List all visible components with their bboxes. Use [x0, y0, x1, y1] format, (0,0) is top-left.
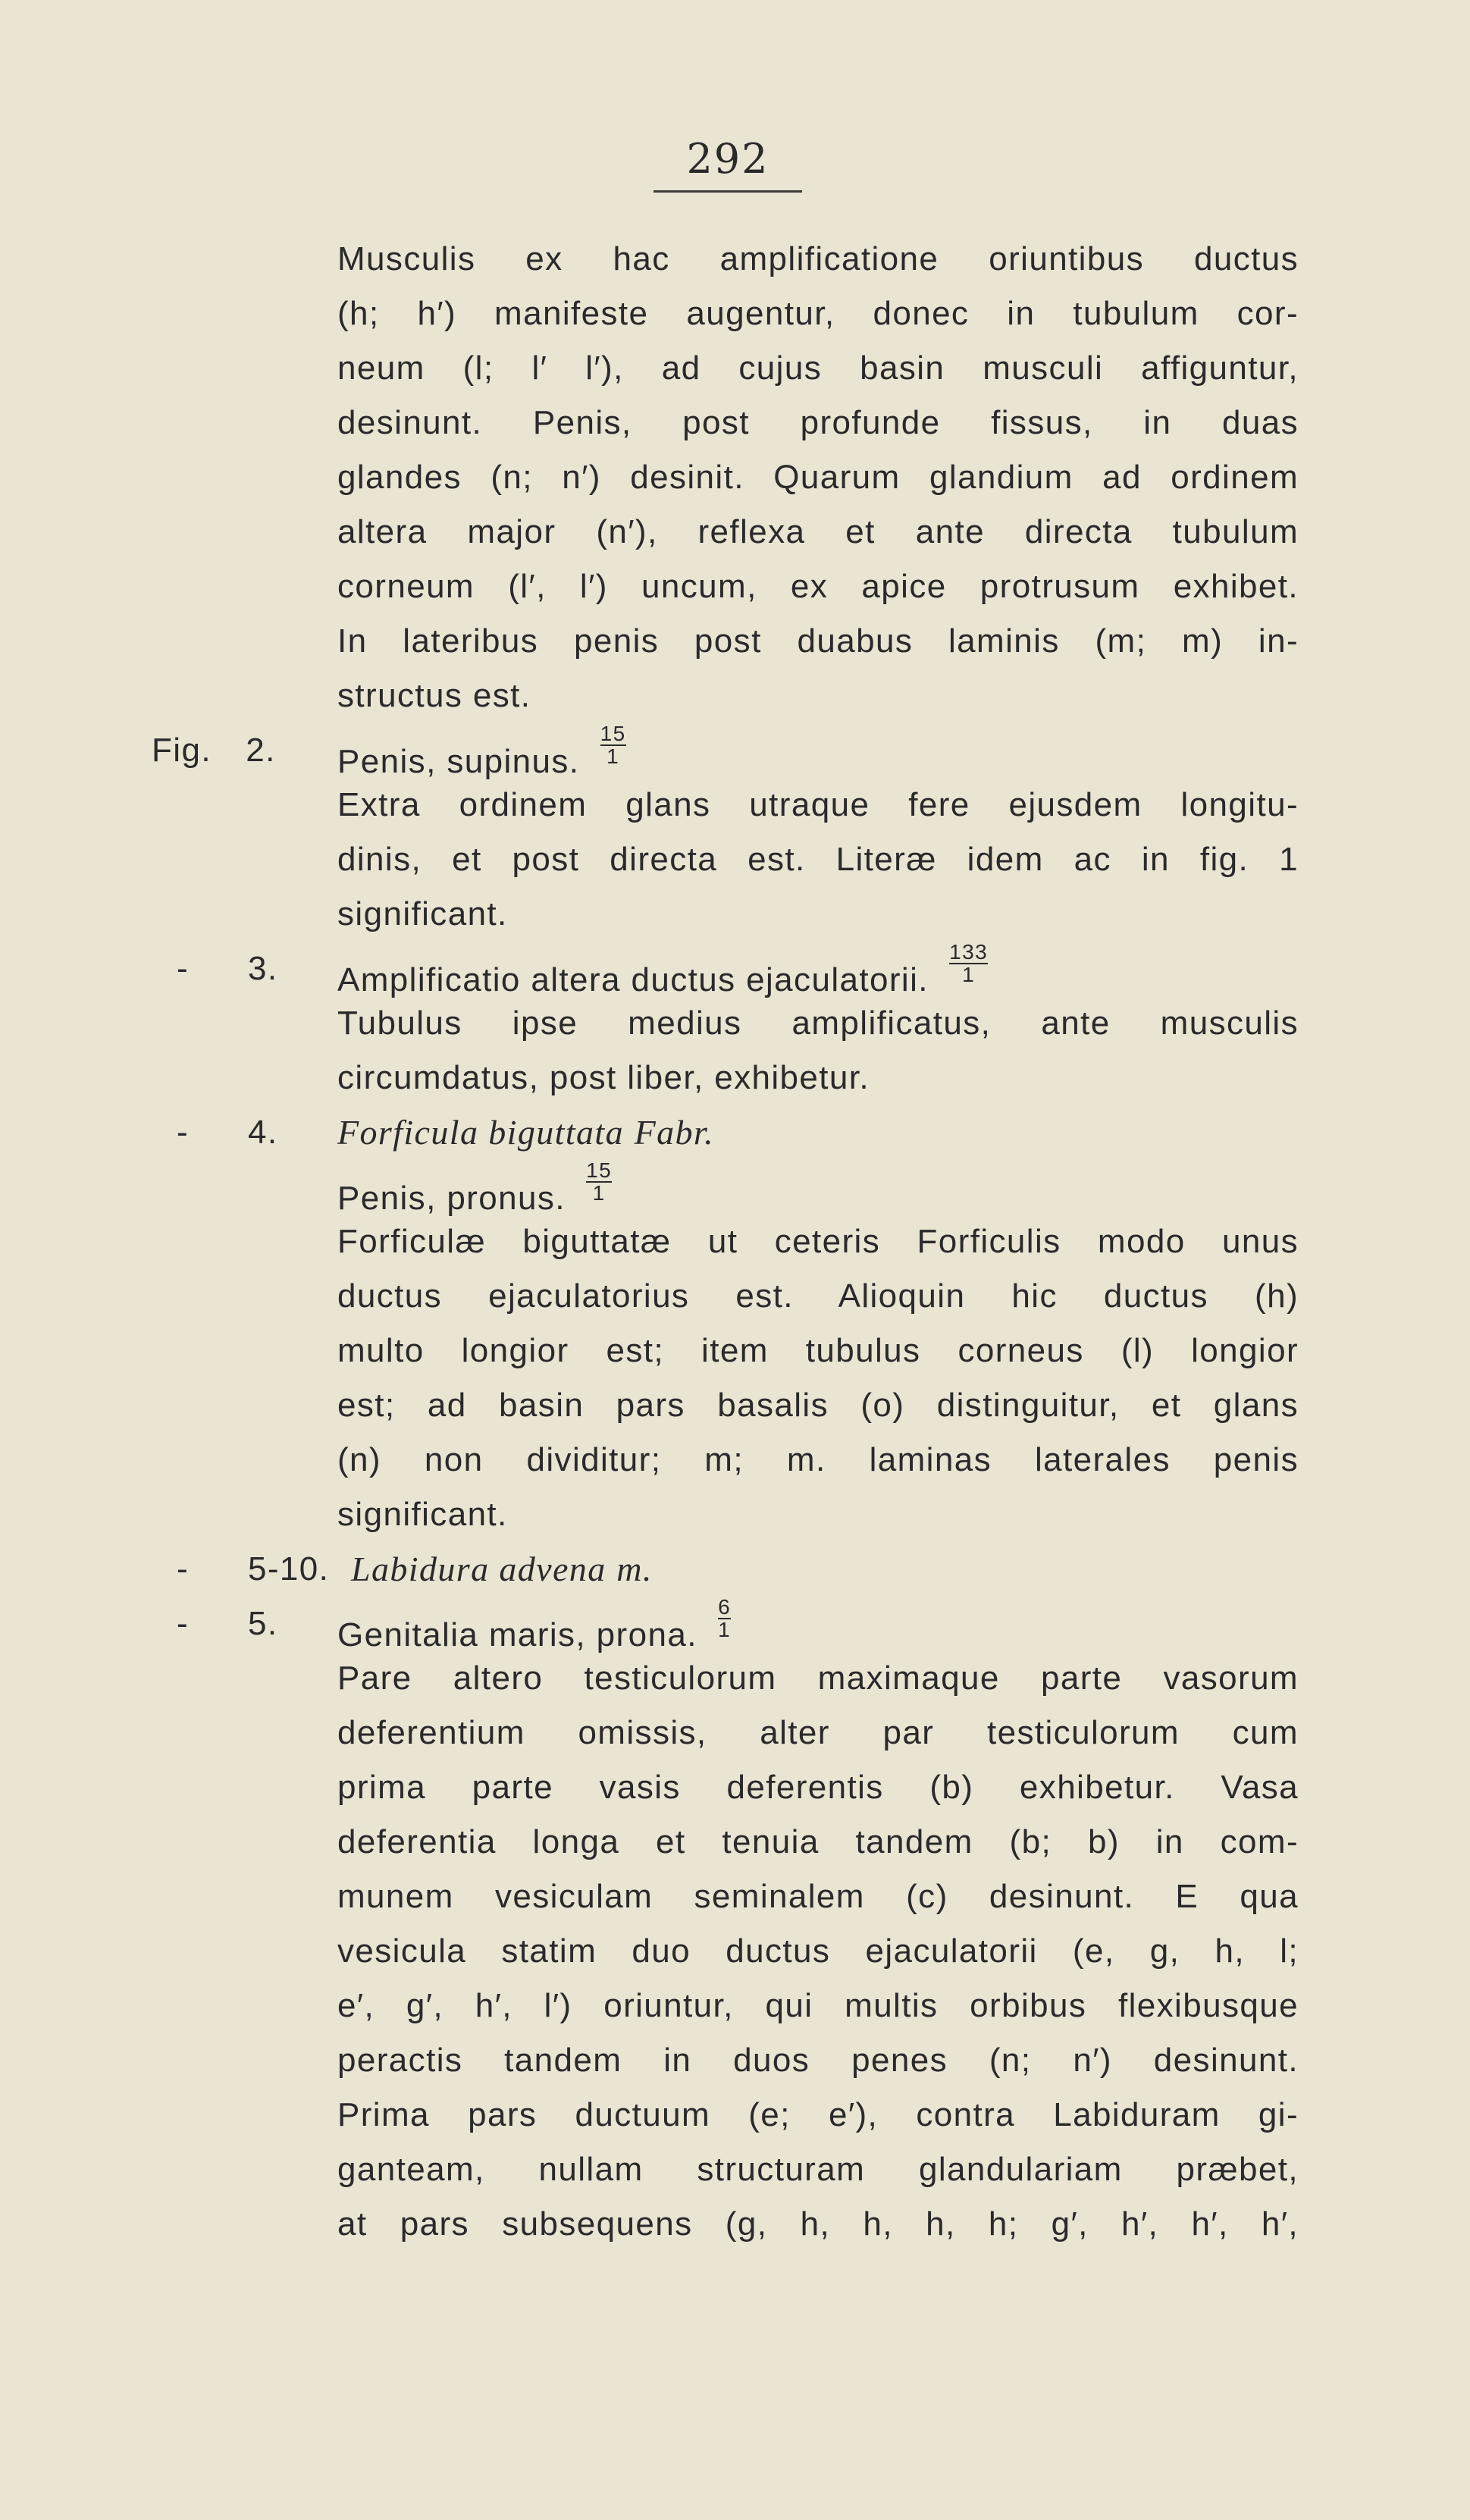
magnification: [586, 1160, 612, 1204]
figure-caption-3: [337, 942, 988, 996]
species-heading-forficula: [337, 1105, 714, 1160]
caption-text: Penis, pronus.: [337, 1180, 566, 1217]
text-line: significant.: [337, 895, 508, 932]
text-line: glandes (n; n′) desinit. Quarum glandium ad ordinem: [337, 459, 1299, 496]
text-line: neum (l; l′ l′), ad cujus basin musculi affiguntur,: [337, 349, 1299, 387]
text-line: (n) non dividitur; m; m. laminas laterales penis: [337, 1441, 1299, 1478]
magnification-denominator: 1: [586, 1181, 612, 1204]
magnification-denominator: 1: [949, 963, 988, 986]
figure-label-4: [152, 1105, 278, 1160]
magnification-numerator: 6: [718, 1595, 732, 1619]
magnification: [600, 723, 626, 767]
text-line: vesicula statim duo ductus ejaculatorii (e, g, h, l;: [337, 1932, 1299, 1970]
figure-caption-5: [337, 1597, 731, 1651]
text-line: multo longior est; item tubulus corneus (l) longior: [337, 1332, 1299, 1369]
figure-caption-2: [337, 723, 626, 778]
species-name: Forficula biguttata: [337, 1113, 624, 1152]
text-line: Forficulæ biguttatæ ut ceteris Forficulis modo unus: [337, 1223, 1299, 1260]
figure-dash: -: [176, 1550, 190, 1588]
figure-label-2: [152, 723, 276, 778]
text-line: munem vesiculam seminalem (c) desinunt. E qua: [337, 1878, 1299, 1915]
magnification: [718, 1597, 731, 1641]
species-name: Labidura advena: [351, 1550, 606, 1588]
species-author: Fabr.: [634, 1113, 715, 1152]
text-line: est; ad basin pars basalis (o) distinguitur, et glans: [337, 1387, 1299, 1424]
text-line: Tubulus ipse medius amplificatus, ante musculis: [337, 1005, 1299, 1042]
magnification-numerator: 15: [586, 1158, 613, 1182]
text-line: Prima pars ductuum (e; e′), contra Labiduram gi-: [337, 2096, 1299, 2133]
page-number: 292: [686, 135, 769, 183]
figure-number: 3.: [248, 950, 278, 987]
page-number-rule: [654, 190, 802, 193]
figure-number: 4.: [248, 1114, 278, 1151]
figure-number: 5.: [248, 1605, 278, 1642]
figure-dash: -: [176, 1114, 190, 1151]
text-line: peractis tandem in duos penes (n; n′) desinunt.: [337, 2042, 1299, 2079]
magnification-numerator: 15: [600, 722, 626, 745]
text-line: e′, g′, h′, l′) oriuntur, qui multis orbibus flexibusque: [337, 1987, 1299, 2024]
text-line: deferentium omissis, alter par testiculorum cum: [337, 1714, 1299, 1751]
magnification-numerator: 133: [949, 940, 989, 964]
figure-number: 2.: [246, 732, 276, 769]
text-line: In lateribus penis post duabus laminis (m; m) in-: [337, 622, 1299, 660]
species-author: m.: [616, 1550, 653, 1588]
species-heading-labidura: [351, 1542, 653, 1597]
figure-dash: -: [176, 1605, 190, 1642]
magnification: [949, 942, 988, 986]
caption-text: Amplificatio altera ductus ejaculatorii.: [337, 961, 929, 998]
text-line: structus est.: [337, 677, 531, 714]
text-line: ganteam, nullam structuram glandulariam præbet,: [337, 2151, 1299, 2188]
magnification-denominator: 1: [718, 1618, 732, 1641]
text-line: (h; h′) manifeste augentur, donec in tubulum cor-: [337, 295, 1299, 332]
magnification-denominator: 1: [600, 744, 626, 767]
text-line: deferentia longa et tenuia tandem (b; b) in com-: [337, 1823, 1299, 1860]
figure-prefix: Fig.: [152, 732, 212, 769]
figure-label-5-10: [152, 1542, 329, 1597]
text-line: ductus ejaculatorius est. Alioquin hic ductus (h): [337, 1277, 1299, 1315]
text-line: circumdatus, post liber, exhibetur.: [337, 1059, 870, 1096]
text-line: significant.: [337, 1496, 508, 1533]
text-line: prima parte vasis deferentis (b) exhibetur. Vasa: [337, 1769, 1299, 1806]
text-line: desinunt. Penis, post profunde fissus, in duas: [337, 404, 1299, 441]
figure-label-3: [152, 942, 278, 996]
caption-text: Penis, supinus.: [337, 743, 580, 780]
text-line: corneum (l′, l′) uncum, ex apice protrusum exhibet.: [337, 568, 1299, 605]
figure-number: 5-10.: [248, 1550, 330, 1588]
text-line: Musculis ex hac amplificatione oriuntibus ductus: [337, 240, 1299, 277]
figure-label-5: [152, 1597, 278, 1651]
text-line: altera major (n′), reflexa et ante directa tubulum: [337, 513, 1299, 550]
figure-dash: -: [176, 950, 190, 987]
text-line: at pars subsequens (g, h, h, h, h; g′, h′, h′, h′,: [337, 2205, 1299, 2243]
text-line: Extra ordinem glans utraque fere ejusdem longitu-: [337, 786, 1299, 823]
caption-text: Genitalia maris, prona.: [337, 1616, 697, 1653]
figure-caption-4: [337, 1160, 612, 1215]
text-line: Pare altero testiculorum maximaque parte vasorum: [337, 1660, 1299, 1697]
text-line: dinis, et post directa est. Literæ idem ac in fig. 1: [337, 841, 1299, 878]
